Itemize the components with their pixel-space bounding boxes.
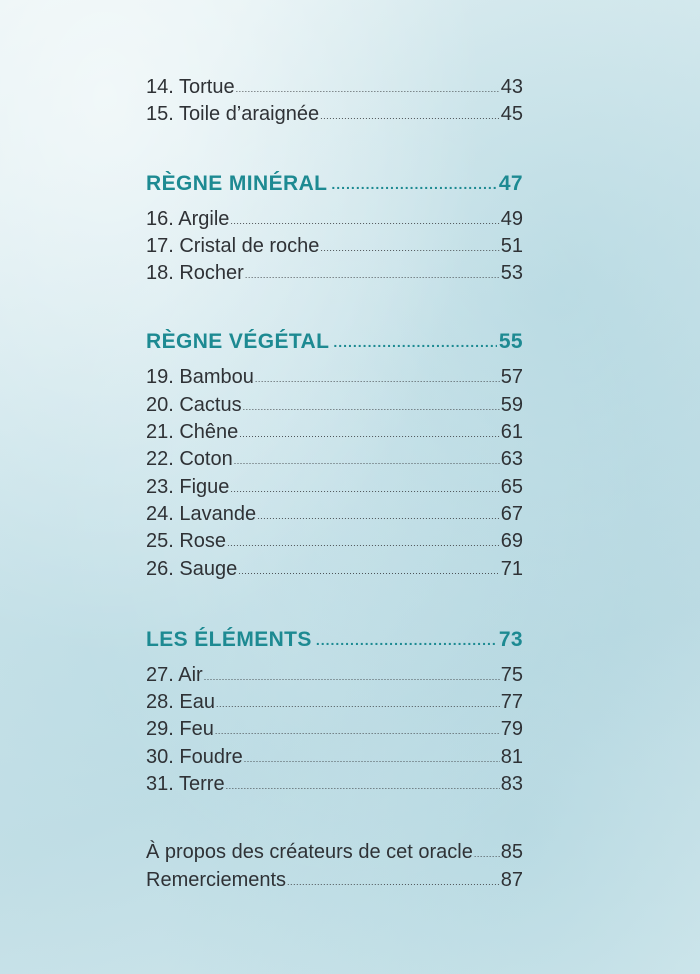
toc-entry-page: 61 bbox=[500, 421, 523, 444]
toc-entry-label: 28. Eau bbox=[146, 691, 215, 714]
toc-entry-page: 57 bbox=[500, 366, 523, 389]
toc-entry-page: 49 bbox=[500, 207, 523, 230]
toc-entry-page: 45 bbox=[500, 103, 523, 126]
dot-leader bbox=[234, 448, 500, 475]
toc-entry-label: 31. Terre bbox=[146, 773, 225, 796]
toc-entry-page: 59 bbox=[500, 393, 523, 416]
dot-leader bbox=[236, 76, 500, 103]
toc-entry bbox=[146, 474, 523, 501]
toc-entry-page: 85 bbox=[500, 841, 523, 864]
spacer bbox=[146, 129, 523, 170]
dot-leader bbox=[243, 394, 500, 421]
toc-entry-label: 24. Lavande bbox=[146, 502, 257, 525]
toc-entry-page: 51 bbox=[500, 234, 523, 257]
toc-entry bbox=[146, 556, 523, 583]
toc-entry bbox=[146, 446, 523, 473]
toc-entry-label: 21. Chêne bbox=[146, 421, 239, 444]
toc-entry bbox=[146, 867, 523, 894]
toc-entry-label: 23. Figue bbox=[146, 475, 230, 498]
section-heading-vegetal bbox=[146, 328, 523, 357]
toc-entry-page: 77 bbox=[500, 691, 523, 714]
toc-entry bbox=[146, 392, 523, 419]
spacer bbox=[146, 583, 523, 626]
toc-entry-label: 25. Rose bbox=[146, 530, 227, 553]
toc-entry-label: 14. Tortue bbox=[146, 76, 235, 98]
dot-leader bbox=[287, 869, 500, 896]
toc-entry bbox=[146, 662, 523, 689]
toc-entry bbox=[146, 528, 523, 555]
toc-entry bbox=[146, 233, 523, 260]
dot-leader bbox=[204, 664, 500, 691]
toc-entry-label: 18. Rocher bbox=[146, 262, 244, 285]
dot-leader bbox=[230, 476, 499, 503]
toc-entry bbox=[146, 364, 523, 391]
dot-leader bbox=[230, 208, 499, 235]
toc-entry-page: 53 bbox=[500, 262, 523, 285]
toc-entry-page: 63 bbox=[500, 448, 523, 471]
dot-leader bbox=[215, 718, 500, 745]
toc-entry bbox=[146, 744, 523, 771]
toc-entry-label: 16. Argile bbox=[146, 207, 230, 230]
toc-entry-label: 27. Air bbox=[146, 663, 203, 686]
toc-entry-page: 65 bbox=[500, 475, 523, 498]
toc-entry bbox=[146, 260, 523, 287]
toc-entry-label: 22. Coton bbox=[146, 448, 233, 471]
section-heading-page: 55 bbox=[498, 330, 523, 354]
toc-entry bbox=[146, 689, 523, 716]
toc-entry-label: Remerciements bbox=[146, 868, 287, 891]
table-of-contents bbox=[146, 74, 523, 894]
toc-entry-page: 75 bbox=[500, 663, 523, 686]
toc-entry-page: 87 bbox=[500, 868, 523, 891]
toc-entry bbox=[146, 501, 523, 528]
dot-leader bbox=[474, 841, 500, 868]
spacer bbox=[146, 287, 523, 328]
section-heading-label: RÈGNE VÉGÉTAL bbox=[146, 330, 330, 354]
toc-entry-page: 69 bbox=[500, 530, 523, 553]
spacer bbox=[146, 798, 523, 839]
toc-entry-label: 17. Cristal de roche bbox=[146, 234, 320, 257]
toc-entry-page: 43 bbox=[500, 76, 523, 98]
section-heading-page: 47 bbox=[498, 171, 523, 195]
toc-entry bbox=[146, 206, 523, 233]
toc-entry-label: 29. Feu bbox=[146, 718, 214, 741]
section-heading-label: LES ÉLÉMENTS bbox=[146, 627, 312, 651]
dot-leader bbox=[216, 691, 500, 718]
toc-entry bbox=[146, 771, 523, 798]
section-heading-page: 73 bbox=[498, 627, 523, 651]
toc-entry-label: 30. Foudre bbox=[146, 745, 243, 768]
toc-entry bbox=[146, 716, 523, 743]
dot-leader bbox=[333, 328, 496, 356]
dot-leader bbox=[239, 421, 499, 448]
dot-leader bbox=[316, 626, 497, 654]
dot-leader bbox=[257, 503, 500, 530]
toc-entry-page: 71 bbox=[500, 557, 523, 580]
dot-leader bbox=[331, 170, 496, 198]
dot-leader bbox=[255, 366, 500, 393]
toc-entry-page: 81 bbox=[500, 745, 523, 768]
dot-leader bbox=[320, 103, 500, 130]
toc-entry-label: 20. Cactus bbox=[146, 393, 242, 416]
toc-entry-label: 15. Toile d’araignée bbox=[146, 103, 320, 126]
dot-leader bbox=[245, 262, 500, 289]
toc-entry bbox=[146, 419, 523, 446]
dot-leader bbox=[320, 235, 499, 262]
toc-entry bbox=[146, 839, 523, 866]
section-heading-elements bbox=[146, 626, 523, 655]
toc-entry-label: 26. Sauge bbox=[146, 557, 238, 580]
dot-leader bbox=[227, 530, 500, 557]
toc-entry-label: 19. Bambou bbox=[146, 366, 254, 389]
toc-entry bbox=[146, 101, 523, 128]
toc-entry-page: 83 bbox=[500, 773, 523, 796]
dot-leader bbox=[238, 558, 500, 585]
section-heading-label: RÈGNE MINÉRAL bbox=[146, 171, 328, 195]
toc-entry bbox=[146, 74, 523, 101]
dot-leader bbox=[244, 746, 500, 773]
toc-entry-page: 79 bbox=[500, 718, 523, 741]
dot-leader bbox=[226, 773, 500, 800]
section-heading-mineral bbox=[146, 170, 523, 199]
toc-entry-label: À propos des créateurs de cet oracle bbox=[146, 841, 473, 864]
toc-entry-page: 67 bbox=[500, 502, 523, 525]
